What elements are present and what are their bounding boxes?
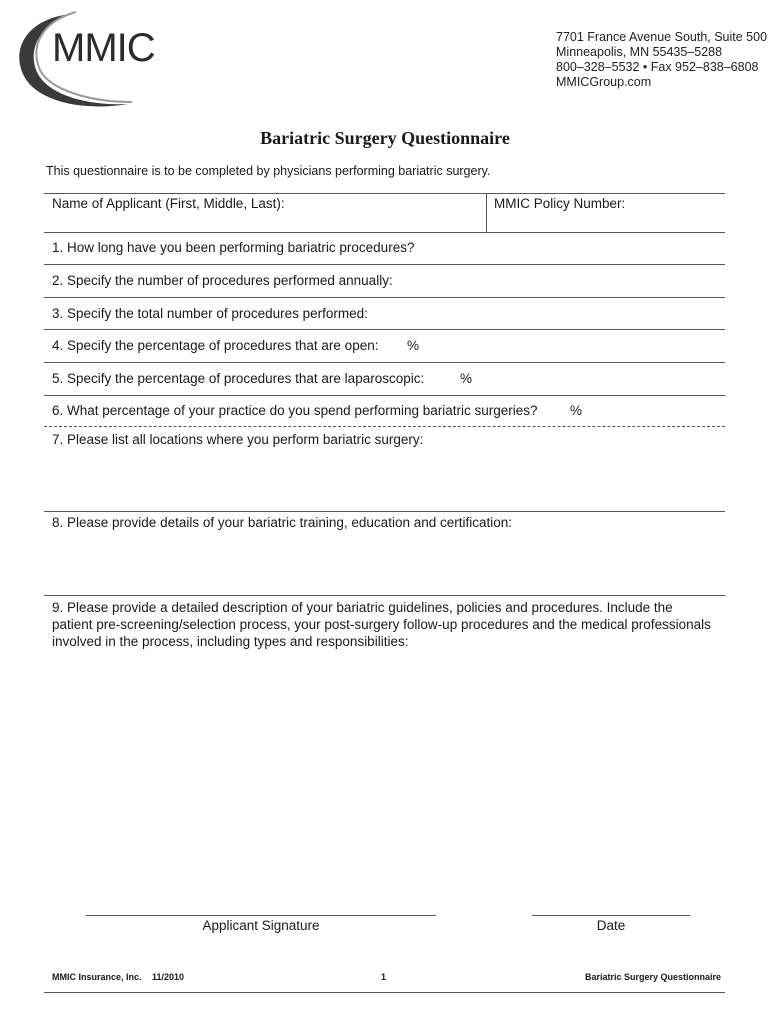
applicant-name-field[interactable]: Name of Applicant (First, Middle, Last):: [52, 196, 285, 211]
logo-wordmark: MMIC: [52, 26, 155, 70]
intro-text: This questionnaire is to be completed by physicians performing bariatric surgery.: [46, 164, 491, 178]
address-line-1: 7701 France Avenue South, Suite 500: [556, 30, 768, 44]
row-divider: [44, 232, 725, 233]
footer-doc-title: Bariatric Surgery Questionnaire: [585, 972, 722, 982]
question-6[interactable]: 6. What percentage of your practice do you spend performing bariatric surgeries?: [52, 403, 538, 418]
row-divider: [44, 511, 725, 512]
question-5[interactable]: 5. Specify the percentage of procedures that are laparoscopic:: [52, 371, 425, 386]
page-title: Bariatric Surgery Questionnaire: [260, 128, 510, 148]
address-website: MMICGroup.com: [556, 75, 652, 89]
question-8[interactable]: 8. Please provide details of your bariatric training, education and certification:: [52, 515, 513, 530]
address-line-2: Minneapolis, MN 55435–5288: [556, 45, 723, 59]
footer-rule: [44, 992, 725, 993]
question-6-percent: %: [570, 403, 583, 418]
company-address: [556, 30, 767, 90]
question-2[interactable]: 2. Specify the number of procedures performed annually:: [52, 273, 393, 288]
row-divider: [44, 297, 725, 298]
footer-revision: 11/2010: [152, 972, 185, 982]
row-divider: [44, 395, 725, 396]
applicant-signature-label: Applicant Signature: [202, 918, 320, 933]
field-divider: [486, 193, 487, 232]
question-1[interactable]: 1. How long have you been performing bariatric procedures?: [52, 240, 415, 255]
form-top-border: [44, 193, 725, 194]
question-4-percent: %: [407, 338, 420, 353]
row-divider: [44, 426, 725, 427]
question-4[interactable]: 4. Specify the percentage of procedures that are open:: [52, 338, 379, 353]
footer-company: MMIC Insurance, Inc.: [52, 972, 142, 982]
address-line-3: 800–328–5532 • Fax 952–838–6808: [556, 60, 759, 74]
question-3[interactable]: 3. Specify the total number of procedures performed:: [52, 306, 368, 321]
row-divider: [44, 362, 725, 363]
question-5-percent: %: [460, 371, 473, 386]
policy-number-field[interactable]: MMIC Policy Number:: [494, 196, 626, 211]
row-divider: [44, 264, 725, 265]
row-divider: [44, 595, 725, 596]
footer-page-number: 1: [381, 972, 387, 982]
applicant-signature-line[interactable]: [86, 915, 436, 916]
date-label: Date: [596, 918, 626, 933]
question-7[interactable]: 7. Please list all locations where you perform bariatric surgery:: [52, 432, 424, 447]
question-9[interactable]: 9. Please provide a detailed description of your bariatric guidelines, policies and procedures. Include the patient pre-screening/selection process, your post-surgery follow-up procedures and the medical professionals involved in the process, including types and responsibilities:: [52, 600, 711, 649]
row-divider: [44, 329, 725, 330]
date-line[interactable]: [532, 915, 690, 916]
